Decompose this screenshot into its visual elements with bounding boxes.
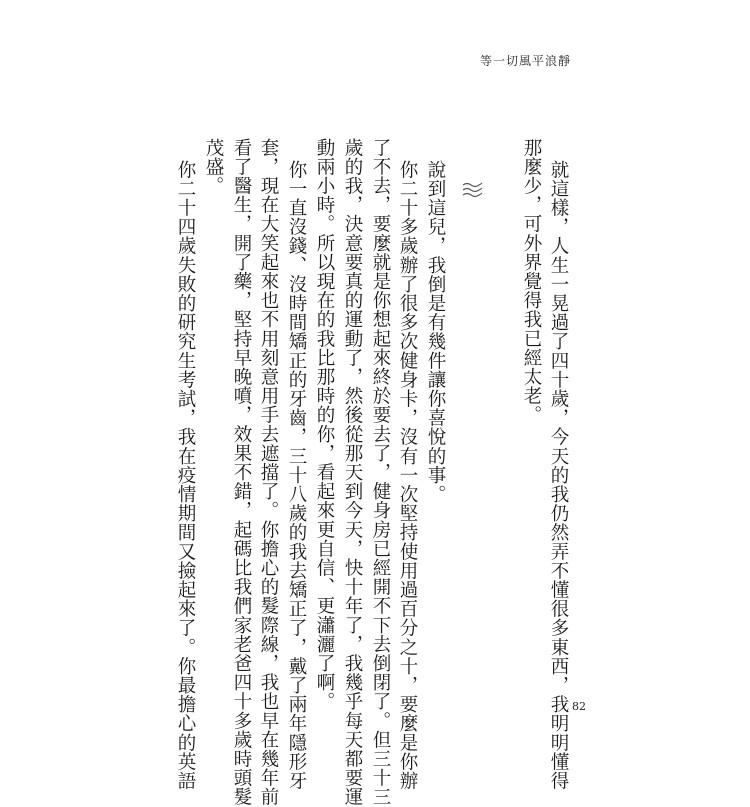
wave-ornament-icon bbox=[460, 178, 484, 202]
text-column-12: 你二十四歲失敗的研究生考試，我在疫情期間又撿起來了。你最擔心的英語 bbox=[175, 160, 196, 791]
text-column-11: 茂盛。 bbox=[203, 138, 224, 196]
text-column-8: 你一直沒錢、沒時間矯正的牙齒，三十八歲的我去矯正了，戴了兩年隱形牙 bbox=[286, 160, 307, 791]
running-head: 等一切風平浪靜 bbox=[480, 54, 572, 68]
text-column-7: 動兩小時。所以現在的我比那時的你，看起來更自信、更瀟灑了啊。 bbox=[314, 138, 335, 711]
page-number: 82 bbox=[572, 700, 586, 713]
text-column-9: 套，現在大笑起來也不用刻意用手去遮擋了。你擔心的髮際線，我也早在幾年前 bbox=[258, 138, 279, 807]
text-column-2: 那麼少，可外界覺得我已經太老。 bbox=[521, 138, 542, 425]
text-column-1: 就這樣，人生一晃過了四十歲，今天的我仍然弄不懂很多東西，我明明懂得 bbox=[548, 160, 569, 791]
text-column-10: 看了醫生，開了藥，堅持早晚噴，效果不錯，起碼比我們家老爸四十多歲時頭髮 bbox=[231, 138, 252, 807]
text-column-4: 你二十多歲辦了很多次健身卡，沒有一次堅持使用過百分之十，要麼是你辦 bbox=[397, 160, 418, 791]
text-column-3: 說到這兒，我倒是有幾件讓你喜悅的事。 bbox=[425, 160, 446, 504]
text-column-6: 歲的我，決意要真的運動了，然後從那天到今天，快十年了，我幾乎每天都要運 bbox=[342, 138, 363, 807]
text-column-5: 了不去，要麼就是你想起來終於要去了，健身房已經開不下去倒閉了。但三十三 bbox=[370, 138, 391, 807]
